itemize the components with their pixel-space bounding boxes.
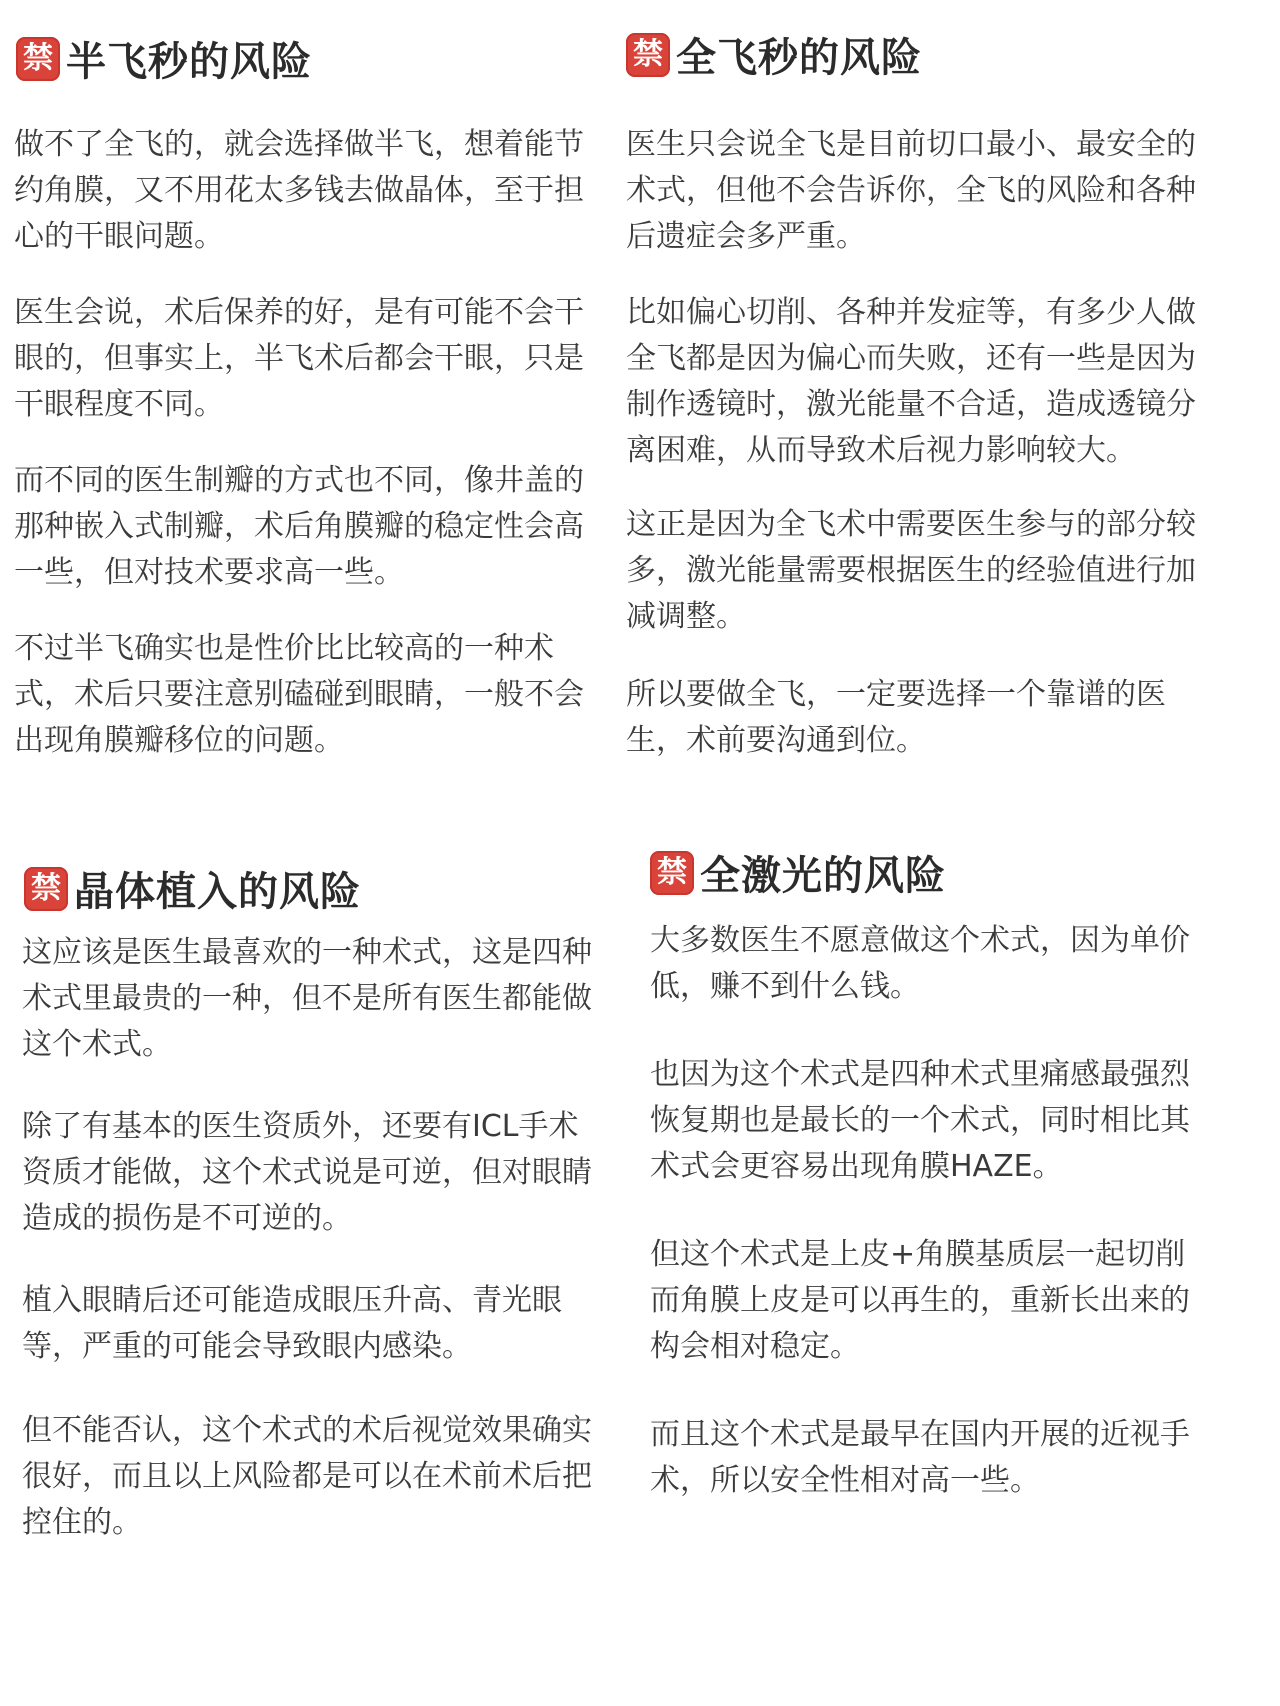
paragraph: [650, 1232, 1190, 1370]
section-title: 晶体植入的风险: [74, 869, 361, 915]
text-line: 术，所以安全性相对高一些。: [650, 1463, 1040, 1498]
text-line: 除了有基本的医生资质外，还要有ICL手术: [22, 1109, 579, 1144]
text-line: 医生会说，术后保养的好，是有可能不会干: [14, 295, 584, 330]
text-line: 很好，而且以上风险都是可以在术前术后把: [22, 1459, 592, 1494]
paragraph: [22, 1408, 592, 1546]
forbidden-badge-icon: 禁: [650, 851, 694, 895]
paragraph: [626, 672, 1166, 764]
section-heading: [626, 26, 922, 83]
section-title: 全激光的风险: [700, 853, 946, 899]
text-line: 后遗症会多严重。: [626, 219, 866, 254]
text-line: 术式会更容易出现角膜HAZE。: [650, 1149, 1063, 1184]
section-heading: [650, 844, 946, 901]
text-line: 而角膜上皮是可以再生的，重新长出来的: [650, 1283, 1190, 1318]
paragraph: [22, 930, 592, 1068]
text-line: 而不同的医生制瓣的方式也不同，像井盖的: [14, 463, 584, 498]
paragraph: [14, 458, 584, 596]
section-title: 全飞秒的风险: [676, 35, 922, 81]
text-line: 离困难，从而导致术后视力影响较大。: [626, 433, 1136, 468]
paragraph: [626, 502, 1196, 640]
text-line: 但不能否认，这个术式的术后视觉效果确实: [22, 1413, 592, 1448]
paragraph: [626, 122, 1196, 260]
text-line: 但这个术式是上皮+角膜基质层一起切削: [650, 1237, 1186, 1272]
text-line: 控住的。: [22, 1505, 142, 1540]
text-line: 这正是因为全飞术中需要医生参与的部分较: [626, 507, 1196, 542]
text-line: 不过半飞确实也是性价比比较高的一种术: [14, 631, 554, 666]
section-title: 半飞秒的风险: [66, 39, 312, 85]
section-full-smile: [626, 0, 1280, 860]
text-line: 造成的损伤是不可逆的。: [22, 1201, 352, 1236]
section-icl: [0, 860, 640, 1706]
text-line: 资质才能做，这个术式说是可逆，但对眼睛: [22, 1155, 592, 1190]
section-heading: [16, 30, 312, 87]
text-line: 构会相对稳定。: [650, 1329, 860, 1364]
text-line: 术式，但他不会告诉你，全飞的风险和各种: [626, 173, 1196, 208]
text-line: 那种嵌入式制瓣，术后角膜瓣的稳定性会高: [14, 509, 584, 544]
text-line: 术式里最贵的一种，但不是所有医生都能做: [22, 981, 592, 1016]
text-line: 大多数医生不愿意做这个术式，因为单价: [650, 923, 1190, 958]
text-line: 心的干眼问题。: [14, 219, 224, 254]
paragraph: [626, 290, 1196, 474]
text-line: 低，赚不到什么钱。: [650, 969, 920, 1004]
text-line: 约角膜，又不用花太多钱去做晶体，至于担: [14, 173, 584, 208]
text-line: 多，激光能量需要根据医生的经验值进行加: [626, 553, 1196, 588]
text-line: 制作透镜时，激光能量不合适，造成透镜分: [626, 387, 1196, 422]
paragraph: [650, 1412, 1190, 1504]
text-line: 做不了全飞的，就会选择做半飞，想着能节: [14, 127, 584, 162]
text-line: 全飞都是因为偏心而失败，还有一些是因为: [626, 341, 1196, 376]
paragraph: [650, 1052, 1190, 1190]
text-line: 眼的，但事实上，半飞术后都会干眼，只是: [14, 341, 584, 376]
text-line: 一些，但对技术要求高一些。: [14, 555, 404, 590]
forbidden-badge-icon: 禁: [24, 867, 68, 911]
paragraph: [14, 290, 584, 428]
text-line: 这个术式。: [22, 1027, 172, 1062]
text-line: 这应该是医生最喜欢的一种术式，这是四种: [22, 935, 592, 970]
paragraph: [14, 122, 584, 260]
text-line: 式，术后只要注意别磕碰到眼睛，一般不会: [14, 677, 584, 712]
paragraph: [14, 626, 584, 764]
text-line: 生，术前要沟通到位。: [626, 723, 926, 758]
text-line: 比如偏心切削、各种并发症等，有多少人做: [626, 295, 1196, 330]
section-heading: [24, 860, 361, 917]
forbidden-badge-icon: 禁: [16, 37, 60, 81]
text-line: 减调整。: [626, 599, 746, 634]
text-line: 等，严重的可能会导致眼内感染。: [22, 1329, 472, 1364]
section-half-flap: [0, 0, 640, 860]
text-line: 也因为这个术式是四种术式里痛感最强烈: [650, 1057, 1190, 1092]
paragraph: [22, 1278, 562, 1370]
text-line: 医生只会说全飞是目前切口最小、最安全的: [626, 127, 1196, 162]
text-line: 植入眼睛后还可能造成眼压升高、青光眼: [22, 1283, 562, 1318]
paragraph: [22, 1104, 592, 1242]
text-line: 所以要做全飞，一定要选择一个靠谱的医: [626, 677, 1166, 712]
text-line: 出现角膜瓣移位的问题。: [14, 723, 344, 758]
forbidden-badge-icon: 禁: [626, 33, 670, 77]
text-line: 而且这个术式是最早在国内开展的近视手: [650, 1417, 1190, 1452]
paragraph: [650, 918, 1190, 1010]
text-line: 恢复期也是最长的一个术式，同时相比其: [650, 1103, 1190, 1138]
text-line: 干眼程度不同。: [14, 387, 224, 422]
section-full-laser: [640, 853, 1280, 1706]
